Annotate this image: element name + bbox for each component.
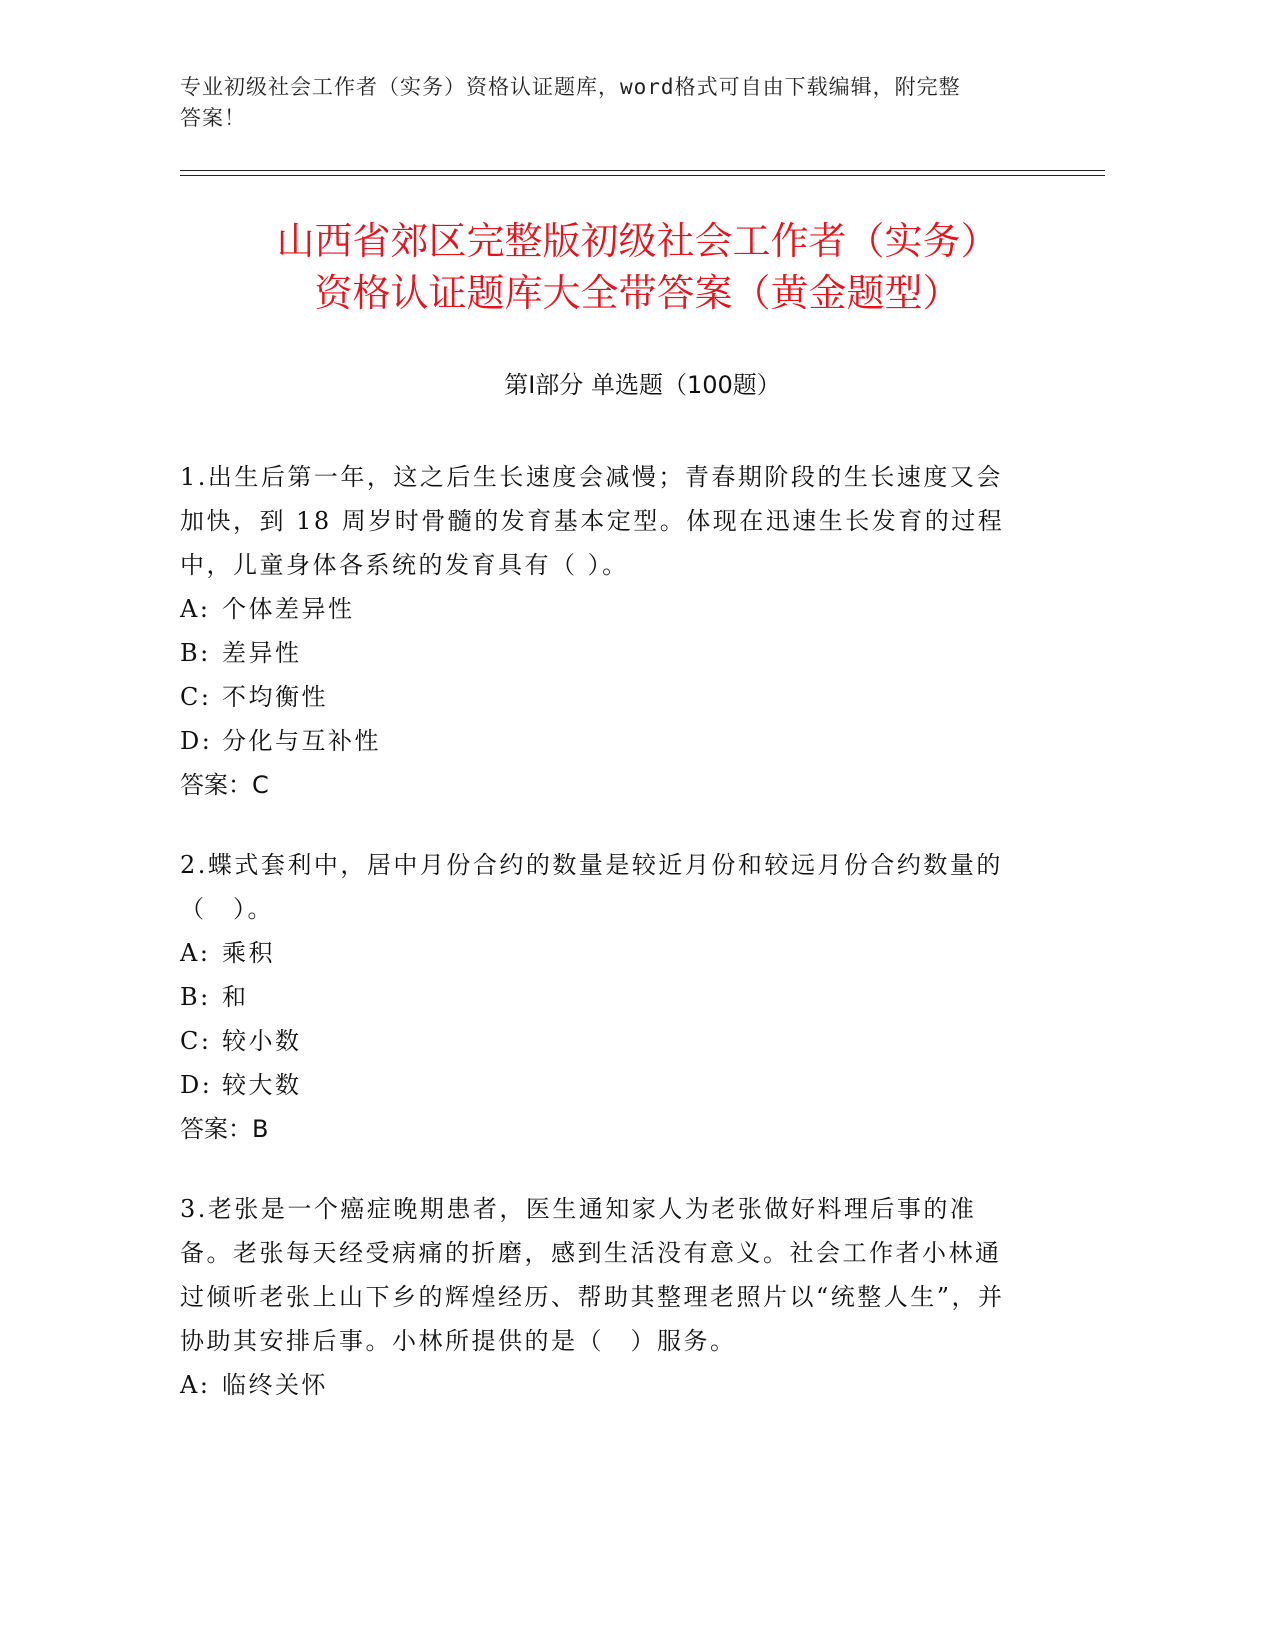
option-key: A:: [180, 1371, 211, 1399]
header-divider-top: [180, 170, 1105, 171]
answer-line: 答案：B: [180, 1115, 269, 1143]
header-line-2: 答案！: [180, 106, 246, 130]
option-text: 个体差异性: [222, 595, 355, 623]
option-a: [180, 1363, 1020, 1407]
option-c: [180, 1019, 1020, 1063]
option-text: 差异性: [222, 639, 302, 667]
section-heading: 第Ⅰ部分 单选题（100题）: [504, 371, 781, 399]
option-a: [180, 931, 1020, 975]
option-text: 分化与互补性: [222, 727, 381, 755]
document-header: [180, 72, 1060, 134]
question-list: [180, 455, 1020, 1443]
question-2: [180, 843, 1020, 1151]
question-stem: 2.蝶式套利中，居中月份合约的数量是较近月份和较远月份合约数量的（ ）。: [180, 851, 1003, 923]
option-text: 较大数: [222, 1071, 302, 1099]
option-key: A:: [180, 595, 211, 623]
document-title: [150, 215, 1125, 319]
question-1: [180, 455, 1020, 807]
option-key: C:: [180, 1027, 212, 1055]
option-a: [180, 587, 1020, 631]
option-d: [180, 719, 1020, 763]
option-d: [180, 1063, 1020, 1107]
option-key: D:: [180, 727, 213, 755]
option-key: D:: [180, 1071, 213, 1099]
question-3: [180, 1187, 1020, 1407]
option-key: B:: [180, 639, 211, 667]
header-divider-bottom: [180, 175, 1105, 176]
option-text: 临终关怀: [222, 1371, 328, 1399]
option-key: A:: [180, 939, 211, 967]
title-line-2: 资格认证题库大全带答案（黄金题型）: [314, 271, 961, 315]
option-b: [180, 631, 1020, 675]
option-c: [180, 675, 1020, 719]
option-text: 和: [222, 983, 249, 1011]
option-key: C:: [180, 683, 212, 711]
option-text: 乘积: [222, 939, 275, 967]
option-b: [180, 975, 1020, 1019]
header-line-1: 专业初级社会工作者（实务）资格认证题库，word格式可自由下载编辑，附完整: [180, 75, 961, 99]
title-line-1: 山西省郊区完整版初级社会工作者（实务）: [276, 219, 999, 263]
option-key: B:: [180, 983, 211, 1011]
option-text: 较小数: [222, 1027, 302, 1055]
question-stem: 1.出生后第一年，这之后生长速度会减慢；青春期阶段的生长速度又会加快，到 18 周岁时骨髓的发育基本定型。体现在迅速生长发育的过程中，儿童身体各系统的发育具有（ ）。: [180, 463, 1005, 579]
answer-line: 答案：C: [180, 771, 269, 799]
question-stem: 3.老张是一个癌症晚期患者，医生通知家人为老张做好料理后事的准备。老张每天经受病痛的折磨，感到生活没有意义。社会工作者小林通过倾听老张上山下乡的辉煌经历、帮助其整理老照片以“统整人生”，并协助其安排后事。小林所提供的是（ ）服务。: [180, 1195, 1005, 1355]
option-text: 不均衡性: [222, 683, 328, 711]
